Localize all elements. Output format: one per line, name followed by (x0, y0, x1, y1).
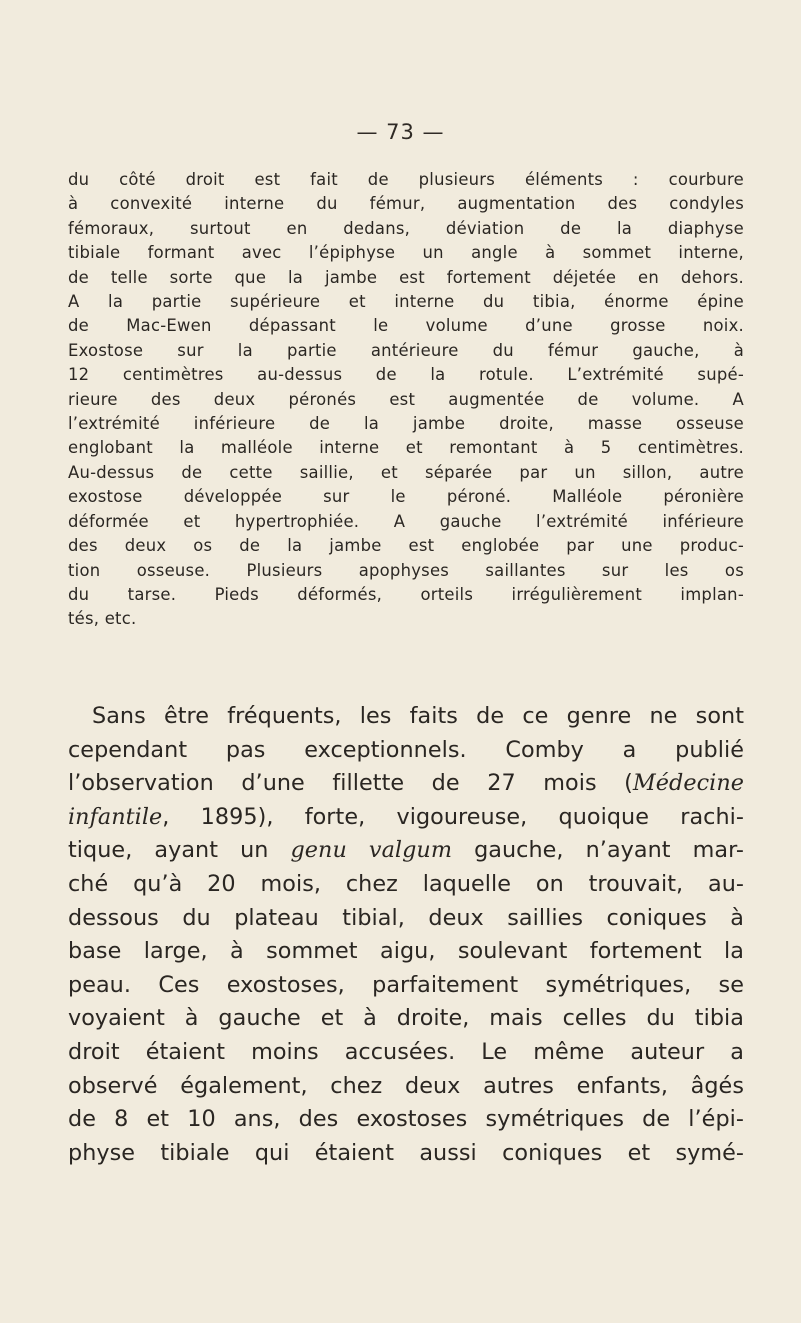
journal-title-italic: Médecine (632, 770, 744, 797)
notes-line: du tarse. Pieds déformés, orteils irrégulièrement implan- (68, 584, 744, 604)
notes-line: tés, etc. (68, 609, 137, 629)
main-line: base large, à sommet aigu, soulevant fortement la (68, 938, 744, 965)
main-line-text: tique, ayant un (68, 837, 291, 864)
main-line: cependant pas exceptionnels. Comby a publié (68, 736, 744, 763)
main-line: peau. Ces exostoses, parfaitement symétriques, se (68, 971, 744, 998)
main-line (68, 834, 744, 868)
journal-title-italic: infantile (68, 803, 163, 830)
term-italic: genu valgum (290, 837, 453, 864)
main-line: de 8 et 10 ans, des exostoses symétriques de l’épi- (68, 1106, 744, 1133)
main-line: observé également, chez deux autres enfants, âgés (68, 1072, 744, 1099)
notes-line: à convexité interne du fémur, augmentation des condyles (68, 194, 744, 214)
main-line: voyaient à gauche et à droite, mais celles du tibia (68, 1005, 744, 1032)
main-line: physe tibiale qui étaient aussi coniques et symé- (68, 1139, 744, 1166)
main-line-text: l’observation d’une fillette de 27 mois ( (68, 770, 633, 797)
notes-line: tibiale formant avec l’épiphyse un angle à sommet interne, (68, 243, 744, 263)
notes-line: fémoraux, surtout en dedans, déviation de la diaphyse (68, 218, 744, 238)
main-line (68, 767, 744, 801)
main-line-text: , 1895), forte, vigoureuse, quoique rachi- (162, 803, 744, 830)
notes-line: de telle sorte que la jambe est fortement déjetée en dehors. (68, 267, 744, 287)
main-line: ché qu’à 20 mois, chez laquelle on trouvait, au- (68, 870, 744, 897)
notes-line: exostose développée sur le péroné. Malléole péronière (68, 487, 744, 507)
notes-line: rieure des deux péronés est augmentée de volume. A (68, 389, 744, 409)
case-notes-paragraph (68, 168, 744, 632)
main-line: Sans être fréquents, les faits de ce genre ne sont (92, 703, 744, 729)
notes-line: englobant la malléole interne et remontant à 5 centimètres. (68, 438, 744, 458)
notes-line: de Mac-Ewen dépassant le volume d’une grosse noix. (68, 316, 744, 336)
page-number: — 73 — (356, 120, 445, 144)
notes-line: l’extrémité inférieure de la jambe droite, masse osseuse (68, 414, 744, 434)
main-line: droit étaient moins accusées. Le même auteur a (68, 1038, 744, 1065)
notes-line: Au-dessus de cette saillie, et séparée par un sillon, autre (68, 462, 744, 482)
notes-line: tion osseuse. Plusieurs apophyses saillantes sur les os (68, 560, 744, 580)
main-line-text: gauche, n’ayant mar- (452, 837, 745, 864)
main-line: dessous du plateau tibial, deux saillies coniques à (68, 904, 744, 931)
notes-line: A la partie supérieure et interne du tibia, énorme épine (68, 292, 744, 312)
notes-line: des deux os de la jambe est englobée par une produc- (68, 536, 744, 556)
notes-line: du côté droit est fait de plusieurs éléments : courbure (68, 170, 744, 189)
main-paragraph (68, 700, 744, 1170)
main-line (68, 801, 744, 835)
notes-line: déformée et hypertrophiée. A gauche l’extrémité inférieure (68, 511, 744, 531)
notes-line: 12 centimètres au-dessus de la rotule. L’extrémité supé- (68, 365, 744, 385)
notes-line: Exostose sur la partie antérieure du fémur gauche, à (68, 340, 744, 360)
